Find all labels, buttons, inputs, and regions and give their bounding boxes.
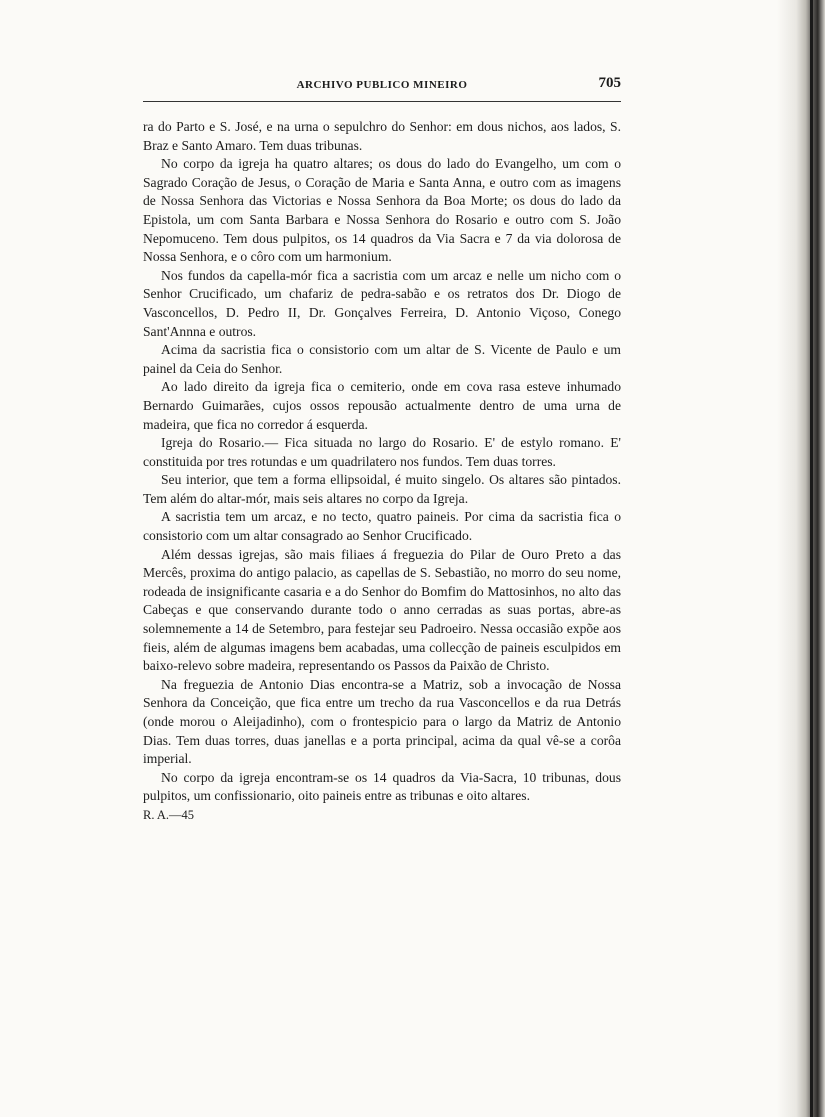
page-number: 705: [598, 75, 621, 91]
paragraph: Na freguezia de Antonio Dias encontra-se a Matriz, sob a invocação de Nossa Senhora da Conceição, que fica entre um trecho da rua Vasconcellos e da rua Detrás (onde morou o Aleijadinho), com o frontespicio para o largo da Matriz de Antonio Dias. Tem duas torres, duas janellas e a porta principal, acima da qual vê-se a corôa imperial.: [143, 676, 621, 767]
paragraph: ra do Parto e S. José, e na urna o sepulchro do Senhor: em dous nichos, aos lados, S. Braz e Santo Amaro. Tem duas tribunas.: [143, 119, 621, 153]
paragraph: Nos fundos da capella-mór fica a sacristia com um arcaz e nelle um nicho com o Senhor Crucificado, um chafariz de pedra-sabão e os retratos dos Dr. Diogo de Vasconcellos, D. Pedro II, Dr. Gonçalves Ferreira, D. Antonio Viçoso, Conego Sant'Annna e outros.: [143, 267, 621, 339]
paragraph: Seu interior, que tem a forma ellipsoidal, é muito singelo. Os altares são pintados. Tem além do altar-mór, mais seis altares no corpo da Igreja.: [143, 472, 621, 506]
book-edge-shadow: [777, 0, 825, 1117]
paragraph: Acima da sacristia fica o consistorio com um altar de S. Vicente de Paulo e um painel da Ceia do Senhor.: [143, 342, 621, 376]
signature-mark: R. A.—45: [143, 807, 195, 822]
paragraph: Além dessas igrejas, são mais filiaes á freguezia do Pilar de Ouro Preto a das Mercês, proxima do antigo palacio, as capellas de S. Sebastião, no morro do seu nome, rodeada de insignificante casaria e a do Senhor do Bomfim do Mattosinhos, no alto das Cabeças e que conservando durante todo o anno cerradas as suas portas, abre-as solemnemente a 14 de Setembro, para festejar seu Padroeiro. Nessa occasião expõe aos fieis, além de algumas imagens bem acabadas, uma collecção de paineis esculpidos em baixo-relevo sobre madeira, representando os Passos da Paixão de Christo.: [143, 546, 621, 674]
paragraph: No corpo da igreja ha quatro altares; os dous do lado do Evangelho, um com o Sagrado Coração de Jesus, o Coração de Maria e Santa Anna, e outro com as imagens de Nossa Senhora das Victorias e Nossa Senhora da Boa Morte; os dous do lado da Epistola, um com Santa Barbara e Nossa Senhora do Rosario e outro com S. João Nepomuceno. Tem dous pulpitos, os 14 quadros da Via Sacra e 7 da via dolorosa de Nossa Senhora, e o côro com um harmonium.: [143, 156, 621, 265]
running-title: ARCHIVO PUBLICO MINEIRO: [296, 79, 468, 91]
page-header: [143, 75, 621, 102]
paragraph: Ao lado direito da igreja fica o cemiterio, onde em cova rasa esteve inhumado Bernardo Guimarães, cujos ossos repousão actualmente dentro de uma urna de madeira, que fica no corredor á esquerda.: [143, 379, 621, 432]
paragraph: Igreja do Rosario.— Fica situada no largo do Rosario. E' de estylo romano. E' constituida por tres rotundas e um quadrilatero nos fundos. Tem duas torres.: [143, 435, 621, 469]
page-body: [143, 118, 621, 824]
book-spine-line: [810, 0, 813, 1117]
paragraph: A sacristia tem um arcaz, e no tecto, quatro paineis. Por cima da sacristia fica o consistorio com um altar consagrado ao Senhor Crucificado.: [143, 509, 621, 544]
paragraph: No corpo da igreja encontram-se os 14 quadros da Via-Sacra, 10 tribunas, dous pulpitos, um confissionario, oito paineis entre as tribunas e oito altares.: [143, 769, 621, 804]
